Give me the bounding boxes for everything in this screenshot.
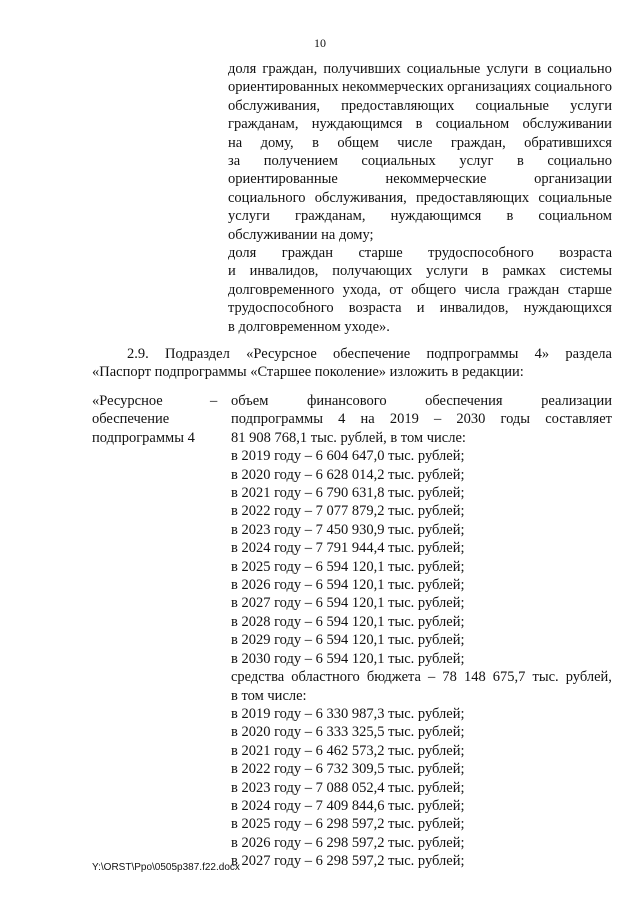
text-line: в 2027 году – 6 594 120,1 тыс. рублей; — [231, 595, 465, 612]
text-line: в 2021 году – 6 790 631,8 тыс. рублей; — [231, 485, 465, 502]
text-line: в 2022 году – 6 732 309,5 тыс. рублей; — [231, 761, 465, 778]
text-line: и инвалидов, получающих услуги в рамках системы — [228, 263, 612, 280]
text-line: «Паспорт подпрограммы «Старшее поколение» изложить в редакции: — [92, 364, 524, 381]
text-line: долговременного ухода, от общего числа граждан старше — [228, 281, 612, 298]
section-paragraph — [92, 345, 612, 382]
text-line: обслуживания, предоставляющих социальные услуги — [228, 97, 612, 114]
text-line: в 2025 году – 6 298 597,2 тыс. рублей; — [231, 816, 465, 833]
page-number: 10 — [314, 36, 326, 50]
text-line: объем финансового обеспечения реализации — [231, 393, 612, 409]
text-line: средства областного бюджета – 78 148 675,7 тыс. рублей, — [231, 669, 612, 686]
text-line: в 2021 году – 6 462 573,2 тыс. рублей; — [231, 742, 465, 759]
text-line: социального обслуживания, предоставляющих социальные — [228, 189, 612, 206]
text-line: в 2030 году – 6 594 120,1 тыс. рублей; — [231, 650, 465, 667]
text-line: обслуживании на дому; — [228, 226, 374, 243]
text-line: в 2024 году – 7 409 844,6 тыс. рублей; — [231, 797, 465, 814]
text-line: в 2024 году – 7 791 944,4 тыс. рублей; — [231, 540, 465, 557]
text-line: в 2023 году – 7 088 052,4 тыс. рублей; — [231, 779, 465, 796]
file-path-footer: Y:\ORST\Ppo\0505p387.f22.docx — [92, 862, 240, 873]
text-line: в том числе: — [231, 687, 307, 704]
text-line: в 2019 году – 6 330 987,3 тыс. рублей; — [231, 705, 465, 722]
label-line: обеспечение — [92, 411, 170, 428]
text-line: в 2027 году – 6 298 597,2 тыс. рублей; — [231, 853, 465, 870]
text-line: за получением социальных услуг в социально — [228, 153, 612, 170]
text-line: 2.9. Подраздел «Ресурсное обеспечение подпрограммы 4» раздела — [127, 346, 612, 362]
text-line: 81 908 768,1 тыс. рублей, в том числе: — [231, 429, 466, 446]
label-line: «Ресурсное — [92, 393, 163, 409]
text-line: трудоспособного возраста и инвалидов, нуждающихся — [228, 300, 612, 317]
text-line: в 2028 году – 6 594 120,1 тыс. рублей; — [231, 613, 465, 630]
text-line: в 2020 году – 6 628 014,2 тыс. рублей; — [231, 466, 465, 483]
text-line: ориентированных некоммерческих организациях социального — [228, 79, 612, 96]
text-line: в 2020 году – 6 333 325,5 тыс. рублей; — [231, 724, 465, 741]
text-line: в 2026 году – 6 594 120,1 тыс. рублей; — [231, 577, 465, 594]
text-line: в 2022 году – 7 077 879,2 тыс. рублей; — [231, 503, 465, 520]
text-line: на дому, в общем числе граждан, обратившихся — [228, 134, 612, 151]
text-line: доля граждан, получивших социальные услуги в социально — [228, 61, 612, 77]
text-line: в 2029 году – 6 594 120,1 тыс. рублей; — [231, 632, 465, 649]
text-line: доля граждан старше трудоспособного возраста — [228, 245, 612, 262]
text-line: в долговременном уходе». — [228, 318, 390, 335]
text-line: в 2023 году – 7 450 930,9 тыс. рублей; — [231, 521, 465, 538]
text-line: гражданам, нуждающимся в социальном обслуживании — [228, 116, 612, 133]
text-line: услуги гражданам, нуждающимся в социальном — [228, 208, 612, 225]
text-line: в 2025 году – 6 594 120,1 тыс. рублей; — [231, 558, 465, 575]
text-line: ориентированные некоммерческие организации — [228, 171, 612, 188]
text-line: в 2019 году – 6 604 647,0 тыс. рублей; — [231, 448, 465, 465]
label-line: подпрограммы 4 — [92, 429, 195, 446]
column-dash: – — [210, 393, 218, 409]
resource-label-column — [92, 392, 214, 447]
funding-details-column — [231, 392, 612, 871]
indicators-text-block — [228, 60, 612, 336]
text-line: подпрограммы 4 на 2019 – 2030 годы составляет — [231, 411, 612, 428]
text-line: в 2026 году – 6 298 597,2 тыс. рублей; — [231, 834, 465, 851]
